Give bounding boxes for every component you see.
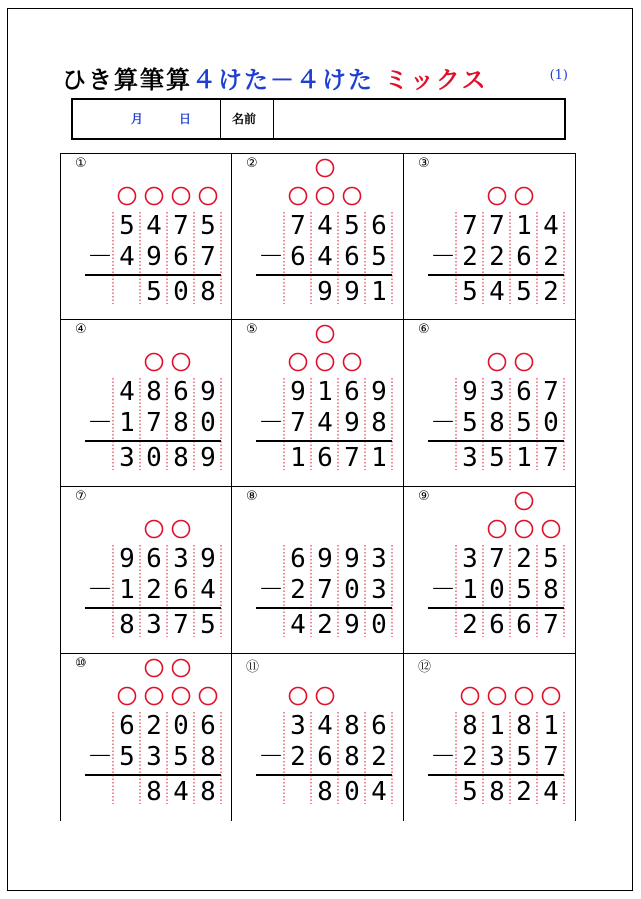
minuend-digit: 3 — [371, 544, 387, 574]
problem-cell — [232, 654, 404, 821]
problem-cell — [404, 153, 576, 320]
borrow-circle — [146, 521, 163, 538]
borrow-circle — [146, 688, 163, 705]
borrow-circle — [290, 188, 307, 205]
borrow-circle — [173, 354, 190, 371]
subtrahend-digit: 5 — [371, 242, 387, 272]
problem-number: ① — [75, 156, 87, 171]
borrow-circle — [516, 188, 533, 205]
minuend-digit: 4 — [119, 377, 135, 407]
subtrahend-digit: 2 — [462, 742, 478, 772]
subtrahend-digit: 9 — [344, 408, 360, 438]
minuend-digit: 6 — [173, 377, 189, 407]
subtrahend-digit: 3 — [371, 575, 387, 605]
borrow-circle-upper — [516, 493, 533, 510]
subtrahend-digit: 7 — [200, 242, 216, 272]
subtrahend-digit: 6 — [516, 242, 532, 272]
sheet-number: (1) — [549, 68, 568, 83]
borrow-circle — [317, 688, 334, 705]
answer-digit: 7 — [543, 610, 559, 640]
subtrahend-digit: 8 — [371, 408, 387, 438]
answer-digit: 5 — [516, 277, 532, 307]
answer-digit: 3 — [462, 443, 478, 473]
minuend-digit: 9 — [200, 544, 216, 574]
subtraction-problem — [61, 487, 233, 654]
problem-number: ④ — [75, 322, 87, 337]
problem-cell — [232, 320, 404, 487]
answer-digit: 1 — [371, 277, 387, 307]
minuend-digit: 6 — [344, 377, 360, 407]
answer-digit: 8 — [489, 777, 505, 807]
answer-digit: 7 — [543, 443, 559, 473]
borrow-circle — [344, 354, 361, 371]
minuend-digit: 1 — [317, 377, 333, 407]
subtrahend-digit: 1 — [119, 575, 135, 605]
subtrahend-digit: 2 — [290, 575, 306, 605]
subtraction-problem — [404, 654, 576, 821]
minus-sign: － — [86, 575, 114, 605]
minuend-digit: 7 — [173, 211, 189, 241]
problem-cell — [232, 153, 404, 320]
answer-digit: 5 — [462, 777, 478, 807]
borrow-circle — [344, 188, 361, 205]
subtraction-problem — [61, 154, 233, 321]
borrow-circle — [119, 188, 136, 205]
minuend-digit: 9 — [371, 377, 387, 407]
answer-digit: 0 — [146, 443, 162, 473]
problem-number: ⑫ — [418, 660, 432, 675]
answer-digit: 8 — [200, 277, 216, 307]
minuend-digit: 5 — [344, 211, 360, 241]
minuend-digit: 3 — [462, 544, 478, 574]
minuend-digit: 3 — [173, 544, 189, 574]
answer-digit: 1 — [371, 443, 387, 473]
borrow-circle — [489, 521, 506, 538]
problem-cell — [232, 487, 404, 654]
answer-digit: 5 — [489, 443, 505, 473]
subtrahend-digit: 5 — [119, 742, 135, 772]
problem-grid — [60, 153, 577, 821]
borrow-circle — [317, 354, 334, 371]
problem-cell — [60, 487, 232, 654]
worksheet-title — [62, 60, 488, 95]
borrow-circle — [290, 688, 307, 705]
answer-digit: 5 — [200, 610, 216, 640]
problem-number: ⑥ — [418, 322, 430, 337]
answer-digit: 4 — [543, 777, 559, 807]
problem-cell — [404, 487, 576, 654]
subtraction-problem — [232, 154, 404, 321]
subtrahend-digit: 0 — [543, 408, 559, 438]
problem-number: ⑤ — [246, 322, 258, 337]
answer-digit: 8 — [146, 777, 162, 807]
minuend-digit: 1 — [489, 711, 505, 741]
title-row — [62, 60, 572, 96]
subtrahend-digit: 6 — [173, 242, 189, 272]
subtrahend-digit: 4 — [317, 242, 333, 272]
problem-number: ⑩ — [75, 656, 87, 671]
answer-digit: 3 — [146, 610, 162, 640]
problem-number: ③ — [418, 156, 430, 171]
minuend-digit: 8 — [516, 711, 532, 741]
subtrahend-digit: 2 — [462, 242, 478, 272]
name-date-box — [71, 98, 566, 140]
borrow-circle — [317, 188, 334, 205]
borrow-circle — [489, 354, 506, 371]
subtrahend-digit: 5 — [516, 408, 532, 438]
subtrahend-digit: 8 — [543, 575, 559, 605]
subtrahend-digit: 3 — [146, 742, 162, 772]
answer-digit: 9 — [317, 277, 333, 307]
subtrahend-digit: 4 — [317, 408, 333, 438]
problem-number: ② — [246, 156, 258, 171]
name-field[interactable] — [274, 100, 564, 138]
subtraction-problem — [232, 487, 404, 654]
answer-digit: 2 — [462, 610, 478, 640]
borrow-circle-upper — [146, 660, 163, 677]
minus-sign: － — [429, 242, 457, 272]
borrow-circle — [290, 354, 307, 371]
day-label: 日 — [179, 112, 192, 126]
subtrahend-digit: 1 — [119, 408, 135, 438]
minuend-digit: 6 — [200, 711, 216, 741]
subtrahend-digit: 6 — [173, 575, 189, 605]
borrow-circle — [516, 354, 533, 371]
subtrahend-digit: 0 — [489, 575, 505, 605]
minuend-digit: 4 — [543, 211, 559, 241]
minus-sign: － — [257, 575, 285, 605]
borrow-circle — [543, 521, 560, 538]
subtrahend-digit: 2 — [543, 242, 559, 272]
minuend-digit: 4 — [146, 211, 162, 241]
minuend-digit: 7 — [290, 211, 306, 241]
subtrahend-digit: 5 — [516, 575, 532, 605]
borrow-circle-upper — [173, 660, 190, 677]
minuend-digit: 0 — [173, 711, 189, 741]
subtrahend-digit: 8 — [489, 408, 505, 438]
answer-digit: 5 — [462, 277, 478, 307]
minuend-digit: 4 — [317, 711, 333, 741]
minuend-digit: 7 — [462, 211, 478, 241]
minus-sign: － — [429, 742, 457, 772]
answer-digit: 2 — [317, 610, 333, 640]
answer-digit: 7 — [344, 443, 360, 473]
minuend-digit: 2 — [146, 711, 162, 741]
problem-cell — [60, 654, 232, 821]
minus-sign: － — [86, 408, 114, 438]
minus-sign: － — [429, 408, 457, 438]
subtraction-problem — [404, 154, 576, 321]
minuend-digit: 9 — [344, 544, 360, 574]
minuend-digit: 9 — [200, 377, 216, 407]
subtraction-problem — [404, 320, 576, 487]
borrow-circle — [146, 188, 163, 205]
answer-digit: 5 — [146, 277, 162, 307]
subtrahend-digit: 2 — [290, 742, 306, 772]
borrow-circle — [200, 688, 217, 705]
name-label-cell — [221, 100, 274, 138]
subtrahend-digit: 7 — [317, 575, 333, 605]
subtrahend-digit: 1 — [462, 575, 478, 605]
answer-digit: 0 — [371, 610, 387, 640]
answer-digit: 9 — [344, 610, 360, 640]
month-label: 月 — [131, 112, 144, 126]
answer-digit: 8 — [200, 777, 216, 807]
answer-digit: 1 — [516, 443, 532, 473]
minuend-digit: 9 — [119, 544, 135, 574]
problem-number: ⑧ — [246, 489, 258, 504]
subtrahend-digit: 0 — [200, 408, 216, 438]
subtrahend-digit: 2 — [371, 742, 387, 772]
subtrahend-digit: 7 — [290, 408, 306, 438]
borrow-circle — [516, 688, 533, 705]
minuend-digit: 6 — [371, 211, 387, 241]
minus-sign: － — [429, 575, 457, 605]
answer-digit: 8 — [317, 777, 333, 807]
answer-digit: 9 — [344, 277, 360, 307]
title-part1: ひき算筆算 — [62, 66, 192, 94]
minuend-digit: 2 — [516, 544, 532, 574]
minuend-digit: 5 — [200, 211, 216, 241]
minuend-digit: 5 — [119, 211, 135, 241]
answer-digit: 0 — [173, 277, 189, 307]
subtraction-problem — [232, 654, 404, 821]
subtrahend-digit: 6 — [344, 242, 360, 272]
subtrahend-digit: 2 — [146, 575, 162, 605]
minuend-digit: 8 — [146, 377, 162, 407]
subtrahend-digit: 8 — [200, 742, 216, 772]
problem-cell — [60, 153, 232, 320]
subtrahend-digit: 0 — [344, 575, 360, 605]
problem-number: ⑨ — [418, 489, 430, 504]
answer-digit: 7 — [173, 610, 189, 640]
minus-sign: － — [257, 408, 285, 438]
answer-digit: 4 — [290, 610, 306, 640]
answer-digit: 8 — [173, 443, 189, 473]
borrow-circle — [516, 521, 533, 538]
subtrahend-digit: 4 — [200, 575, 216, 605]
minuend-digit: 3 — [489, 377, 505, 407]
minuend-digit: 6 — [290, 544, 306, 574]
subtrahend-digit: 9 — [146, 242, 162, 272]
problem-cell — [60, 320, 232, 487]
subtrahend-digit: 7 — [146, 408, 162, 438]
answer-digit: 6 — [317, 443, 333, 473]
subtrahend-digit: 6 — [317, 742, 333, 772]
minuend-digit: 6 — [516, 377, 532, 407]
subtraction-problem — [61, 320, 233, 487]
minuend-digit: 3 — [290, 711, 306, 741]
borrow-circle — [173, 188, 190, 205]
subtrahend-digit: 5 — [462, 408, 478, 438]
minuend-digit: 6 — [119, 711, 135, 741]
minuend-digit: 7 — [489, 544, 505, 574]
name-label: 名前 — [232, 112, 257, 126]
subtrahend-digit: 5 — [516, 742, 532, 772]
minuend-digit: 8 — [462, 711, 478, 741]
subtrahend-digit: 4 — [119, 242, 135, 272]
minus-sign: － — [257, 242, 285, 272]
minuend-digit: 6 — [371, 711, 387, 741]
answer-digit: 2 — [516, 777, 532, 807]
answer-digit: 6 — [516, 610, 532, 640]
minus-sign: － — [86, 742, 114, 772]
subtrahend-digit: 5 — [173, 742, 189, 772]
minuend-digit: 5 — [543, 544, 559, 574]
minuend-digit: 9 — [290, 377, 306, 407]
answer-digit: 0 — [344, 777, 360, 807]
minuend-digit: 9 — [462, 377, 478, 407]
borrow-circle — [489, 188, 506, 205]
minus-sign: － — [257, 742, 285, 772]
answer-digit: 1 — [290, 443, 306, 473]
answer-digit: 8 — [119, 610, 135, 640]
subtrahend-digit: 8 — [344, 742, 360, 772]
borrow-circle — [146, 354, 163, 371]
borrow-circle — [489, 688, 506, 705]
minuend-digit: 7 — [543, 377, 559, 407]
minuend-digit: 7 — [489, 211, 505, 241]
subtraction-problem — [404, 487, 576, 654]
subtrahend-digit: 3 — [489, 742, 505, 772]
problem-number: ⑪ — [246, 660, 260, 675]
borrow-circle — [543, 688, 560, 705]
date-cell[interactable] — [73, 100, 221, 138]
title-part2: ４けた－４けた — [192, 66, 374, 94]
borrow-circle — [173, 521, 190, 538]
answer-digit: 2 — [543, 277, 559, 307]
subtrahend-digit: 8 — [173, 408, 189, 438]
minuend-digit: 4 — [317, 211, 333, 241]
subtrahend-digit: 6 — [290, 242, 306, 272]
problem-number: ⑦ — [75, 489, 87, 504]
minus-sign: － — [86, 242, 114, 272]
answer-digit: 3 — [119, 443, 135, 473]
minuend-digit: 1 — [543, 711, 559, 741]
subtrahend-digit: 2 — [489, 242, 505, 272]
answer-digit: 6 — [489, 610, 505, 640]
answer-digit: 4 — [371, 777, 387, 807]
borrow-circle-upper — [317, 160, 334, 177]
answer-digit: 9 — [200, 443, 216, 473]
borrow-circle — [200, 188, 217, 205]
problem-cell — [404, 654, 576, 821]
problem-cell — [404, 320, 576, 487]
borrow-circle — [173, 688, 190, 705]
borrow-circle — [119, 688, 136, 705]
borrow-circle — [462, 688, 479, 705]
subtraction-problem — [61, 654, 233, 821]
title-part3: ミックス — [384, 66, 488, 94]
subtrahend-digit: 7 — [543, 742, 559, 772]
answer-digit: 4 — [489, 277, 505, 307]
minuend-digit: 6 — [146, 544, 162, 574]
minuend-digit: 1 — [516, 211, 532, 241]
answer-digit: 4 — [173, 777, 189, 807]
minuend-digit: 9 — [317, 544, 333, 574]
minuend-digit: 8 — [344, 711, 360, 741]
borrow-circle-upper — [317, 326, 334, 343]
subtraction-problem — [232, 320, 404, 487]
